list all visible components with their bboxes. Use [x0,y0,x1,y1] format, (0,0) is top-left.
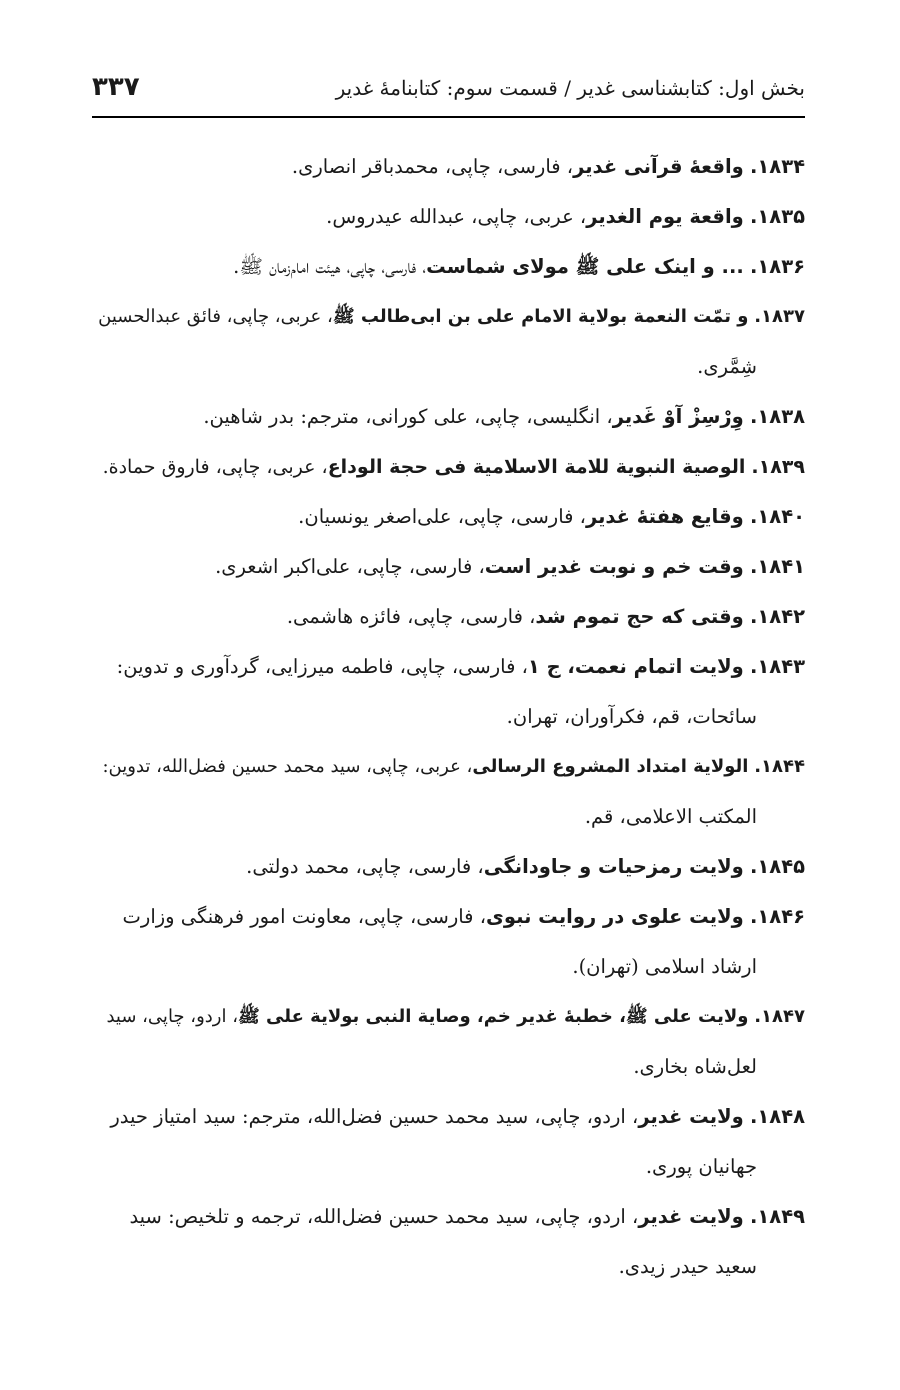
bibliography-entry [95,392,805,442]
entry-details: ، اردو، چاپی، سید محمد حسین فضل‌الله، ترجمه و تلخیص: سید [129,1205,639,1228]
entry-number: ۱۸۳۸. [749,405,805,428]
entry-title: ولایت رمزحیات و جاودانگی [483,855,744,878]
entry-number: ۱۸۴۲. [749,605,805,628]
entry-details: ، فارسی، چاپی، محمد دولتی. [246,855,484,878]
page-number: ۳۳۷ [92,72,140,102]
entry-title: ولایت اتمام نعمت، ج ۱ [527,655,744,678]
bibliography-entry [95,442,805,492]
entry-details: ، فارسی، چاپی، فاطمه میرزایی، گردآوری و تدوین: [116,655,528,678]
entry-title: وقتی که حج تموم شد [535,605,744,628]
bibliography-list [95,142,805,1292]
entry-number: ۱۸۴۶. [749,905,805,928]
entry-number: ۱۸۴۵. [749,855,805,878]
entry-title: واقعة یوم الغدیر [586,205,744,228]
entry-details: ، فارسی، چاپی، علی‌اکبر اشعری. [215,555,485,578]
entry-number: ۱۸۳۵. [749,205,805,228]
entry-title: ولایت غدیر [638,1205,744,1228]
entry-number: ۱۸۳۶. [749,255,805,278]
entry-number: ۱۸۳۴. [749,155,805,178]
bibliography-entry [95,742,805,842]
page-header [92,72,805,118]
entry-title: وقایع هفتهٔ غدیر [585,505,744,528]
entry-continuation: جهانیان پوری. [645,1155,757,1178]
bibliography-entry [95,992,805,1092]
entry-details: ، اردو، چاپی، سید محمد حسین فضل‌الله، مترجم: سید امتیاز حیدر [110,1105,639,1128]
entry-continuation: ارشاد اسلامی (تهران). [572,955,757,978]
entry-continuation: المکتب الاعلامی، قم. [584,805,757,828]
bibliography-entry [95,1092,805,1192]
entry-number: ۱۸۳۷. [754,306,805,327]
entry-title: الولایة امتداد المشروع الرسالی [472,756,749,777]
bibliography-entry [95,292,805,392]
entry-number: ۱۸۴۴. [754,756,805,777]
entry-title: وقت خم و نوبت غدیر است [484,555,744,578]
entry-details: ، اردو، چاپی، سید [106,1006,239,1027]
entry-details: ، عربی، چاپی، فائق عبدالحسین [98,306,333,327]
entry-number: ۱۸۴۷. [754,1006,805,1027]
bibliography-entry [95,142,805,192]
bibliography-entry [95,842,805,892]
entry-title: ولایت علی ﷺ، خطبهٔ غدیر خم، وصایة النبی بولایة علی ﷺ [238,1006,749,1027]
entry-details: ، فارسی، چاپی، معاونت امور فرهنگی وزارت [122,905,487,928]
entry-continuation: شِمَّری. [697,355,757,378]
entry-title: الوصیة النبویة للامة الاسلامیة فی حجة الوداع [327,456,746,478]
bibliography-entry [95,542,805,592]
entry-number: ۱۸۴۳. [749,655,805,678]
entry-details: ، عربی، چاپی، عبدالله عیدروس. [326,205,587,228]
entry-details: ، فارسی، چاپی، علی‌اصغر یونسیان. [298,505,586,528]
entry-continuation: سعید حیدر زیدی. [618,1255,757,1278]
entry-details: ، عربی، چاپی، سید محمد حسین فضل‌الله، تدوین: [102,756,473,777]
entry-continuation: لعل‌شاه بخاری. [633,1055,757,1078]
entry-details: ، فارسی، چاپی، محمدباقر انصاری. [291,155,574,178]
entry-number: ۱۸۳۹. [751,456,805,478]
bibliography-entry [95,642,805,742]
entry-number: ۱۸۴۹. [749,1205,805,1228]
entry-number: ۱۸۴۸. [749,1105,805,1128]
bibliography-entry [95,892,805,992]
entry-details: ، فارسی، چاپی، هیئت امام‌زمان ﷺ. [233,255,427,278]
entry-number: ۱۸۴۰. [749,505,805,528]
entry-title: ... و اینک علی ﷺ مولای شماست [426,255,744,278]
entry-title: و تمّت النعمة بولایة الامام علی بن ابی‌طالب ﷺ [332,306,749,327]
bibliography-entry [95,592,805,642]
entry-details: ، عربی، چاپی، فاروق حمادة. [102,456,328,478]
entry-title: ولایت غدیر [638,1105,744,1128]
entry-continuation: سائحات، قم، فکرآوران، تهران. [506,705,757,728]
entry-title: وِرْسِزْ آوْ غَدیر [612,405,744,428]
bibliography-entry [95,242,805,292]
bibliography-entry [95,192,805,242]
bibliography-entry [95,492,805,542]
entry-title: واقعهٔ قرآنی غدیر [573,155,744,178]
bibliography-entry [95,1192,805,1292]
entry-number: ۱۸۴۱. [749,555,805,578]
entry-title: ولایت علوی در روایت نبوی [486,905,744,928]
entry-details: ، انگلیسی، چاپی، علی کورانی، مترجم: بدر شاهین. [203,405,613,428]
running-title: بخش اول: کتابشناسی غدیر / قسمت سوم: کتابنامهٔ غدیر [335,76,805,100]
entry-details: ، فارسی، چاپی، فائزه هاشمی. [286,605,536,628]
